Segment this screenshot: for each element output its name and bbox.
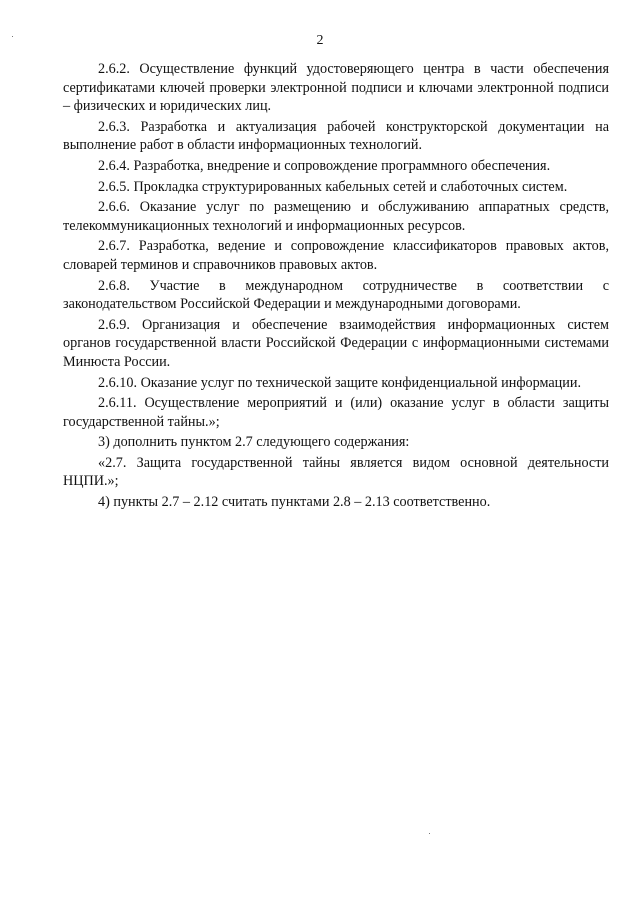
scan-speck (429, 833, 430, 834)
paragraph-2-6-3: 2.6.3. Разработка и актуализация рабочей конструкторской документации на выполнение работ в области информационных технологий. (63, 118, 609, 154)
amendment-item-4: 4) пункты 2.7 – 2.12 считать пунктами 2.8 – 2.13 соответственно. (98, 494, 491, 511)
paragraph-2-6-4: 2.6.4. Разработка, внедрение и сопровождение программного обеспечения. (98, 157, 551, 174)
paragraph-2-6-7: 2.6.7. Разработка, ведение и сопровождение классификаторов правовых актов, словарей терминов и справочников правовых актов. (63, 238, 609, 273)
paragraph-2-6-6: 2.6.6. Оказание услуг по размещению и обслуживанию аппаратных средств, телекоммуникационных технологий и информационных ресурсов. (63, 199, 609, 234)
paragraph-2-7-quote: «2.7. Защита государственной тайны является видом основной деятельности НЦПИ.»; (63, 454, 609, 490)
paragraph-2-6-5: 2.6.5. Прокладка структурированных кабельных сетей и слаботочных систем. (98, 178, 568, 195)
paragraph-2-6-9: 2.6.9. Организация и обеспечение взаимодействия информационных систем органов государственной власти Российской Федерации с информационными системами Минюста России. (63, 316, 609, 370)
paragraph-2-6-10: 2.6.10. Оказание услуг по технической защите конфиденциальной информации. (98, 374, 582, 391)
paragraph-2-6-11: 2.6.11. Осуществление мероприятий и (или) оказание услуг в области защиты государственной тайны.»; (63, 395, 609, 430)
paragraph-2-6-8: 2.6.8. Участие в международном сотрудничестве в соответствии с законодательством Российской Федерации и международными договорами. (63, 277, 609, 313)
amendment-item-3: 3) дополнить пунктом 2.7 следующего содержания: (98, 434, 410, 451)
document-body (63, 60, 609, 514)
page-number: 2 (316, 33, 324, 48)
paragraph-2-6-2: 2.6.2. Осуществление функций удостоверяющего центра в части обеспечения сертификатами ключей проверки электронной подписи и ключами электронной подписи – физических и юридических лиц. (63, 61, 609, 115)
